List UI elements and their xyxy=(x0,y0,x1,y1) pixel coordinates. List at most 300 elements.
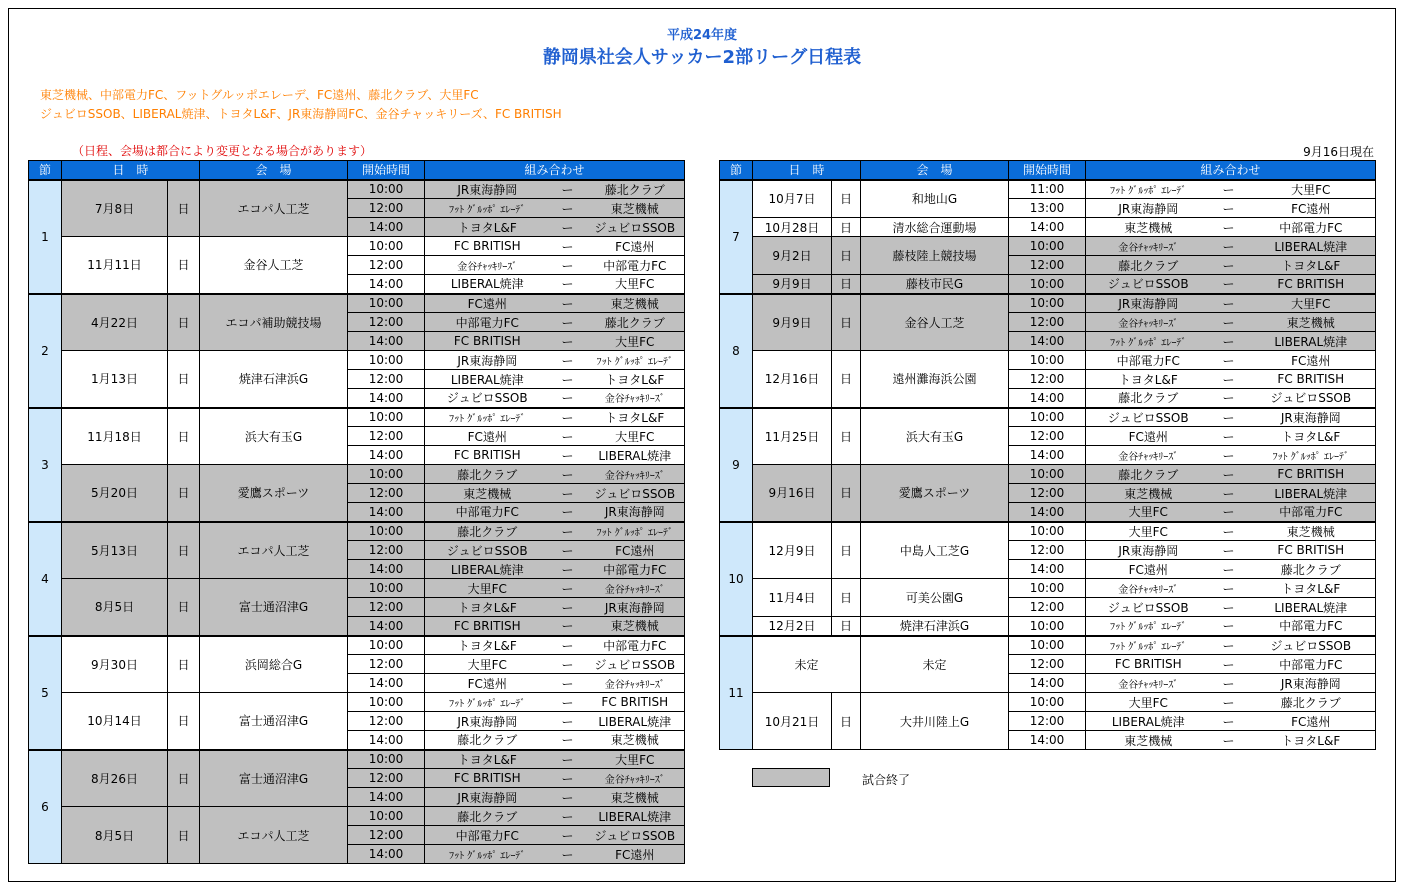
vs-mark: ー xyxy=(1211,674,1247,693)
start-time: 12:00 xyxy=(1009,655,1086,674)
venue: 未定 xyxy=(861,636,1009,693)
vs-mark: ー xyxy=(550,541,586,560)
vs-mark: ー xyxy=(550,788,586,807)
start-time: 14:00 xyxy=(1009,674,1086,693)
start-time: 10:00 xyxy=(348,579,425,598)
home-team: トヨタL&F xyxy=(425,218,550,237)
start-time: 10:00 xyxy=(348,465,425,484)
vs-mark: ー xyxy=(550,769,586,788)
home-team: 東芝機械 xyxy=(1086,484,1211,503)
home-team: 中部電力FC xyxy=(425,313,550,332)
home-team: FC遠州 xyxy=(425,674,550,693)
home-team: 大里FC xyxy=(425,579,550,598)
away-team: ﾌｯﾄ ｸﾞﾙｯﾎﾟ ｴﾚｰﾃﾞ xyxy=(586,351,685,370)
home-team: 金谷ﾁｬｯｷﾘｰｽﾞ xyxy=(1086,237,1211,256)
start-time: 14:00 xyxy=(1009,731,1086,750)
match-date: 8月5日 xyxy=(62,807,168,864)
away-team: LIBERAL焼津 xyxy=(586,446,685,465)
vs-mark: ー xyxy=(550,826,586,845)
away-team: FC遠州 xyxy=(586,541,685,560)
vs-mark: ー xyxy=(1211,731,1247,750)
match-row xyxy=(29,237,685,256)
vs-mark: ー xyxy=(550,598,586,617)
home-team: トヨタL&F xyxy=(1086,370,1211,389)
vs-mark: ー xyxy=(550,370,586,389)
match-date: 1月13日 xyxy=(62,351,168,408)
home-team: ジュビロSSOB xyxy=(1086,408,1211,427)
away-team: 中部電力FC xyxy=(1247,218,1376,237)
away-team: 大里FC xyxy=(586,750,685,769)
match-date: 7月8日 xyxy=(62,180,168,237)
away-team: LIBERAL焼津 xyxy=(586,807,685,826)
away-team: 中部電力FC xyxy=(1247,655,1376,674)
start-time: 10:00 xyxy=(348,408,425,427)
vs-mark: ー xyxy=(1211,427,1247,446)
away-team: FC BRITISH xyxy=(1247,465,1376,484)
start-time: 12:00 xyxy=(1009,484,1086,503)
vs-mark: ー xyxy=(550,199,586,218)
match-row xyxy=(720,275,1376,294)
start-time: 10:00 xyxy=(1009,465,1086,484)
match-date: 11月18日 xyxy=(62,408,168,465)
vs-mark: ー xyxy=(1211,237,1247,256)
start-time: 10:00 xyxy=(1009,275,1086,294)
start-time: 12:00 xyxy=(348,541,425,560)
away-team: 東芝機械 xyxy=(586,731,685,750)
col-section: 節 xyxy=(720,161,753,180)
vs-mark: ー xyxy=(1211,294,1247,313)
vs-mark: ー xyxy=(1211,636,1247,655)
match-row xyxy=(720,693,1376,712)
away-team: LIBERAL焼津 xyxy=(1247,332,1376,351)
match-weekday: 日 xyxy=(832,617,861,636)
home-team: FC BRITISH xyxy=(1086,655,1211,674)
match-row xyxy=(720,180,1376,199)
vs-mark: ー xyxy=(1211,370,1247,389)
start-time: 14:00 xyxy=(348,218,425,237)
venue: 愛鷹スポーツ xyxy=(200,465,348,522)
schedule-table-right xyxy=(719,160,1376,750)
match-date: 8月5日 xyxy=(62,579,168,636)
vs-mark: ー xyxy=(1211,541,1247,560)
match-row xyxy=(720,351,1376,370)
home-team: FC BRITISH xyxy=(425,237,550,256)
venue: 和地山G xyxy=(861,180,1009,218)
match-weekday: 日 xyxy=(168,807,200,864)
venue: 浜大有玉G xyxy=(861,408,1009,465)
home-team: ﾌｯﾄ ｸﾞﾙｯﾎﾟ ｴﾚｰﾃﾞ xyxy=(425,199,550,218)
home-team: 中部電力FC xyxy=(425,503,550,522)
away-team: 東芝機械 xyxy=(586,617,685,636)
match-weekday: 日 xyxy=(168,750,200,807)
home-team: JR東海静岡 xyxy=(1086,541,1211,560)
start-time: 12:00 xyxy=(1009,427,1086,446)
venue: 愛鷹スポーツ xyxy=(861,465,1009,522)
start-time: 10:00 xyxy=(1009,522,1086,541)
col-section: 節 xyxy=(29,161,62,180)
match-weekday: 日 xyxy=(832,693,861,750)
home-team: JR東海静岡 xyxy=(1086,294,1211,313)
away-team: ジュビロSSOB xyxy=(1247,389,1376,408)
section-number: 11 xyxy=(720,636,753,750)
home-team: LIBERAL焼津 xyxy=(425,275,550,294)
vs-mark: ー xyxy=(1211,465,1247,484)
away-team: 大里FC xyxy=(586,332,685,351)
schedule-table-left xyxy=(28,160,685,864)
match-row xyxy=(29,636,685,655)
match-weekday: 日 xyxy=(832,522,861,579)
away-team: 藤北クラブ xyxy=(586,313,685,332)
start-time: 10:00 xyxy=(348,180,425,199)
home-team: 藤北クラブ xyxy=(425,807,550,826)
vs-mark: ー xyxy=(1211,351,1247,370)
teams-line-2: ジュビロSSOB、LIBERAL焼津、トヨタL&F、JR東海静岡FC、金谷チャッキリーズ、FC BRITISH xyxy=(40,107,562,121)
venue: 遠州灘海浜公園 xyxy=(861,351,1009,408)
match-row xyxy=(29,807,685,826)
match-row xyxy=(720,408,1376,427)
match-weekday: 日 xyxy=(168,180,200,237)
vs-mark: ー xyxy=(550,408,586,427)
start-time: 12:00 xyxy=(1009,598,1086,617)
vs-mark: ー xyxy=(550,180,586,199)
home-team: トヨタL&F xyxy=(425,750,550,769)
vs-mark: ー xyxy=(1211,560,1247,579)
home-team: 藤北クラブ xyxy=(425,465,550,484)
start-time: 10:00 xyxy=(348,237,425,256)
start-time: 14:00 xyxy=(1009,218,1086,237)
start-time: 14:00 xyxy=(348,845,425,864)
finished-legend-label: 試合終了 xyxy=(862,773,911,787)
away-team: 東芝機械 xyxy=(586,199,685,218)
home-team: 金谷ﾁｬｯｷﾘｰｽﾞ xyxy=(1086,313,1211,332)
home-team: ジュビロSSOB xyxy=(425,389,550,408)
match-date: 9月16日 xyxy=(753,465,832,522)
away-team: FC BRITISH xyxy=(1247,275,1376,294)
away-team: 大里FC xyxy=(586,427,685,446)
match-date: 12月16日 xyxy=(753,351,832,408)
vs-mark: ー xyxy=(1211,199,1247,218)
match-date: 12月2日 xyxy=(753,617,832,636)
venue: エコパ人工芝 xyxy=(200,807,348,864)
start-time: 10:00 xyxy=(1009,579,1086,598)
home-team: FC BRITISH xyxy=(425,332,550,351)
section-number: 8 xyxy=(720,294,753,408)
away-team: 東芝機械 xyxy=(586,294,685,313)
vs-mark: ー xyxy=(550,332,586,351)
vs-mark: ー xyxy=(550,655,586,674)
away-team: 金谷ﾁｬｯｷﾘｰｽﾞ xyxy=(586,465,685,484)
venue: 富士通沼津G xyxy=(200,579,348,636)
match-row xyxy=(720,579,1376,598)
match-weekday: 日 xyxy=(832,218,861,237)
start-time: 10:00 xyxy=(1009,408,1086,427)
finished-legend-swatch xyxy=(752,768,830,787)
vs-mark: ー xyxy=(1211,484,1247,503)
home-team: LIBERAL焼津 xyxy=(425,370,550,389)
match-date: 12月9日 xyxy=(753,522,832,579)
start-time: 14:00 xyxy=(348,674,425,693)
vs-mark: ー xyxy=(550,579,586,598)
venue: 大井川陸上G xyxy=(861,693,1009,750)
start-time: 10:00 xyxy=(348,807,425,826)
away-team: 金谷ﾁｬｯｷﾘｰｽﾞ xyxy=(586,769,685,788)
section-number: 10 xyxy=(720,522,753,636)
away-team: 大里FC xyxy=(1247,294,1376,313)
match-weekday: 日 xyxy=(168,522,200,579)
venue: 浜大有玉G xyxy=(200,408,348,465)
start-time: 10:00 xyxy=(348,693,425,712)
start-time: 14:00 xyxy=(348,275,425,294)
home-team: LIBERAL焼津 xyxy=(1086,712,1211,731)
away-team: トヨタL&F xyxy=(1247,731,1376,750)
venue: エコパ人工芝 xyxy=(200,522,348,579)
match-date: 5月13日 xyxy=(62,522,168,579)
col-match: 組み合わせ xyxy=(1086,161,1376,180)
away-team: 東芝機械 xyxy=(1247,313,1376,332)
as-of-date: 9月16日現在 xyxy=(1303,145,1374,159)
away-team: トヨタL&F xyxy=(1247,256,1376,275)
vs-mark: ー xyxy=(550,731,586,750)
away-team: 中部電力FC xyxy=(586,636,685,655)
match-row xyxy=(29,522,685,541)
home-team: JR東海静岡 xyxy=(425,788,550,807)
venue: 金谷人工芝 xyxy=(861,294,1009,351)
match-weekday: 日 xyxy=(832,465,861,522)
match-date: 10月28日 xyxy=(753,218,832,237)
home-team: 大里FC xyxy=(1086,693,1211,712)
start-time: 11:00 xyxy=(1009,180,1086,199)
away-team: LIBERAL焼津 xyxy=(1247,484,1376,503)
home-team: 藤北クラブ xyxy=(1086,389,1211,408)
home-team: ジュビロSSOB xyxy=(1086,598,1211,617)
vs-mark: ー xyxy=(550,484,586,503)
away-team: 藤北クラブ xyxy=(1247,693,1376,712)
start-time: 12:00 xyxy=(1009,313,1086,332)
vs-mark: ー xyxy=(550,351,586,370)
vs-mark: ー xyxy=(550,522,586,541)
away-team: 中部電力FC xyxy=(1247,617,1376,636)
start-time: 12:00 xyxy=(348,769,425,788)
match-date: 4月22日 xyxy=(62,294,168,351)
start-time: 12:00 xyxy=(348,826,425,845)
vs-mark: ー xyxy=(550,807,586,826)
start-time: 12:00 xyxy=(348,370,425,389)
vs-mark: ー xyxy=(1211,598,1247,617)
match-weekday: 日 xyxy=(832,579,861,617)
start-time: 14:00 xyxy=(348,446,425,465)
home-team: FC遠州 xyxy=(425,427,550,446)
home-team: ﾌｯﾄ ｸﾞﾙｯﾎﾟ ｴﾚｰﾃﾞ xyxy=(1086,332,1211,351)
section-number: 5 xyxy=(29,636,62,750)
away-team: 大里FC xyxy=(586,275,685,294)
vs-mark: ー xyxy=(550,389,586,408)
home-team: 中部電力FC xyxy=(425,826,550,845)
col-date: 日 時 xyxy=(62,161,200,180)
vs-mark: ー xyxy=(550,294,586,313)
col-start-time: 開始時間 xyxy=(348,161,425,180)
away-team: 金谷ﾁｬｯｷﾘｰｽﾞ xyxy=(586,579,685,598)
away-team: 藤北クラブ xyxy=(586,180,685,199)
vs-mark: ー xyxy=(550,237,586,256)
match-date: 9月9日 xyxy=(753,275,832,294)
away-team: トヨタL&F xyxy=(586,370,685,389)
home-team: FC遠州 xyxy=(425,294,550,313)
vs-mark: ー xyxy=(1211,579,1247,598)
home-team: 藤北クラブ xyxy=(425,522,550,541)
away-team: FC遠州 xyxy=(586,845,685,864)
away-team: ジュビロSSOB xyxy=(1247,636,1376,655)
start-time: 14:00 xyxy=(348,731,425,750)
match-weekday: 日 xyxy=(168,294,200,351)
start-time: 12:00 xyxy=(348,427,425,446)
start-time: 14:00 xyxy=(348,332,425,351)
home-team: 藤北クラブ xyxy=(1086,256,1211,275)
vs-mark: ー xyxy=(550,560,586,579)
home-team: ジュビロSSOB xyxy=(1086,275,1211,294)
home-team: ﾌｯﾄ ｸﾞﾙｯﾎﾟ ｴﾚｰﾃﾞ xyxy=(1086,636,1211,655)
season-year: 平成24年度 xyxy=(666,28,738,43)
vs-mark: ー xyxy=(550,465,586,484)
home-team: JR東海静岡 xyxy=(1086,199,1211,218)
home-team: 金谷ﾁｬｯｷﾘｰｽﾞ xyxy=(425,256,550,275)
match-weekday: 日 xyxy=(168,636,200,693)
venue: エコパ人工芝 xyxy=(200,180,348,237)
home-team: FC BRITISH xyxy=(425,617,550,636)
venue: 焼津石津浜G xyxy=(200,351,348,408)
match-row xyxy=(29,351,685,370)
vs-mark: ー xyxy=(550,427,586,446)
away-team: 中部電力FC xyxy=(586,256,685,275)
vs-mark: ー xyxy=(550,256,586,275)
away-team: LIBERAL焼津 xyxy=(1247,237,1376,256)
match-date: 5月20日 xyxy=(62,465,168,522)
vs-mark: ー xyxy=(1211,218,1247,237)
away-team: FC BRITISH xyxy=(586,693,685,712)
start-time: 10:00 xyxy=(1009,237,1086,256)
vs-mark: ー xyxy=(1211,256,1247,275)
start-time: 13:00 xyxy=(1009,199,1086,218)
section-number: 4 xyxy=(29,522,62,636)
start-time: 14:00 xyxy=(1009,503,1086,522)
match-row xyxy=(29,465,685,484)
match-date: 10月21日 xyxy=(753,693,832,750)
start-time: 14:00 xyxy=(348,788,425,807)
home-team: トヨタL&F xyxy=(425,636,550,655)
vs-mark: ー xyxy=(1211,275,1247,294)
vs-mark: ー xyxy=(550,712,586,731)
vs-mark: ー xyxy=(550,275,586,294)
col-date: 日 時 xyxy=(753,161,861,180)
match-row xyxy=(720,218,1376,237)
vs-mark: ー xyxy=(1211,180,1247,199)
vs-mark: ー xyxy=(1211,389,1247,408)
start-time: 12:00 xyxy=(348,313,425,332)
start-time: 12:00 xyxy=(348,598,425,617)
match-weekday: 日 xyxy=(168,693,200,750)
away-team: JR東海静岡 xyxy=(1247,408,1376,427)
start-time: 12:00 xyxy=(1009,370,1086,389)
away-team: 藤北クラブ xyxy=(1247,560,1376,579)
home-team: トヨタL&F xyxy=(425,598,550,617)
start-time: 14:00 xyxy=(1009,446,1086,465)
home-team: 藤北クラブ xyxy=(1086,465,1211,484)
away-team: FC BRITISH xyxy=(1247,370,1376,389)
match-row xyxy=(29,408,685,427)
venue: 清水総合運動場 xyxy=(861,218,1009,237)
venue: 焼津石津浜G xyxy=(861,617,1009,636)
start-time: 10:00 xyxy=(348,522,425,541)
vs-mark: ー xyxy=(550,218,586,237)
vs-mark: ー xyxy=(550,446,586,465)
away-team: ジュビロSSOB xyxy=(586,655,685,674)
venue: 藤枝市民G xyxy=(861,275,1009,294)
match-weekday: 日 xyxy=(168,408,200,465)
away-team: ジュビロSSOB xyxy=(586,826,685,845)
match-weekday: 日 xyxy=(832,351,861,408)
match-weekday: 日 xyxy=(832,275,861,294)
home-team: LIBERAL焼津 xyxy=(425,560,550,579)
home-team: 金谷ﾁｬｯｷﾘｰｽﾞ xyxy=(1086,579,1211,598)
start-time: 10:00 xyxy=(348,351,425,370)
vs-mark: ー xyxy=(1211,408,1247,427)
section-number: 7 xyxy=(720,180,753,294)
match-date: 8月26日 xyxy=(62,750,168,807)
match-weekday: 日 xyxy=(168,579,200,636)
start-time: 12:00 xyxy=(348,256,425,275)
vs-mark: ー xyxy=(550,636,586,655)
vs-mark: ー xyxy=(1211,503,1247,522)
home-team: 東芝機械 xyxy=(425,484,550,503)
match-date: 9月9日 xyxy=(753,294,832,351)
home-team: ﾌｯﾄ ｸﾞﾙｯﾎﾟ ｴﾚｰﾃﾞ xyxy=(425,693,550,712)
home-team: 大里FC xyxy=(1086,503,1211,522)
vs-mark: ー xyxy=(550,750,586,769)
vs-mark: ー xyxy=(550,503,586,522)
venue: 浜岡総合G xyxy=(200,636,348,693)
vs-mark: ー xyxy=(550,693,586,712)
home-team: 金谷ﾁｬｯｷﾘｰｽﾞ xyxy=(1086,674,1211,693)
home-team: ﾌｯﾄ ｸﾞﾙｯﾎﾟ ｴﾚｰﾃﾞ xyxy=(425,408,550,427)
home-team: FC遠州 xyxy=(1086,560,1211,579)
vs-mark: ー xyxy=(1211,332,1247,351)
teams-line-1: 東芝機械、中部電力FC、フットグルッポエレーデ、FC遠州、藤北クラブ、大里FC xyxy=(40,88,479,102)
start-time: 14:00 xyxy=(1009,389,1086,408)
match-weekday: 日 xyxy=(168,237,200,294)
away-team: FC遠州 xyxy=(1247,351,1376,370)
home-team: 東芝機械 xyxy=(1086,218,1211,237)
section-number: 3 xyxy=(29,408,62,522)
vs-mark: ー xyxy=(550,313,586,332)
away-team: FC遠州 xyxy=(1247,199,1376,218)
venue: エコパ補助競技場 xyxy=(200,294,348,351)
away-team: JR東海静岡 xyxy=(586,503,685,522)
match-row xyxy=(720,636,1376,655)
match-row xyxy=(29,750,685,769)
home-team: FC BRITISH xyxy=(425,769,550,788)
venue: 可美公園G xyxy=(861,579,1009,617)
match-row xyxy=(29,180,685,199)
home-team: JR東海静岡 xyxy=(425,180,550,199)
vs-mark: ー xyxy=(1211,655,1247,674)
match-date: 11月4日 xyxy=(753,579,832,617)
start-time: 14:00 xyxy=(1009,560,1086,579)
vs-mark: ー xyxy=(550,674,586,693)
venue: 金谷人工芝 xyxy=(200,237,348,294)
vs-mark: ー xyxy=(550,845,586,864)
match-row xyxy=(29,693,685,712)
match-date: 10月7日 xyxy=(753,180,832,218)
away-team: ﾌｯﾄ ｸﾞﾙｯﾎﾟ ｴﾚｰﾃﾞ xyxy=(1247,446,1376,465)
